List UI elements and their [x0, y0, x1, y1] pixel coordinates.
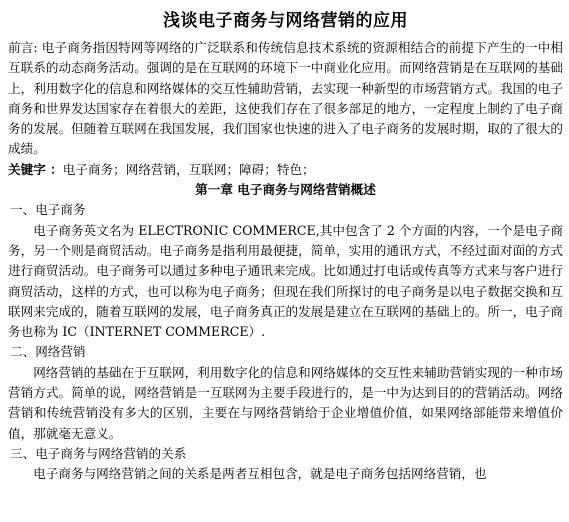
document-title: 浅谈电子商务与网络营销的应用 — [163, 11, 408, 31]
section-body-ecommerce: 电子商务英文名为 ELECTRONIC COMMERCE,其中包含了 2 个方面的内容，一个是电子商务，另一个则是商贸活动。电子商务是指利用最便捷，简单，实用的通讯方式，不经过面对面的方式进行商贸活动。电子商务可以通过多种电子通讯来完成。比如通过打电话或传真等方式来与客户进行商贸活动，这样的方式，也可以称为电子商务；但现在我们所探讨的电子商务是以电子数据交换和互联网来完成的，随着互联网的发展，电子商务真正的发展是建立在互联网的基础上的。所一，电子商务也称为 IC（INTERNET COMMERCE）. — [8, 222, 563, 340]
chapter-title: 第一章 电子商务与网络营销概述 — [195, 182, 376, 198]
section-body-relationship: 电子商务与网络营销之间的关系是两者互相包含，就是电子商务包括网络营销，也 — [33, 466, 487, 482]
keywords-label: 关键字 ： — [8, 161, 63, 177]
section-heading-ecommerce: 一、电子商务 — [10, 202, 86, 218]
preface-paragraph: 前言: 电子商务指因特网等网络的广泛联系和传统信息技术系统的资源相结合的前提下产生的一中相互联系的动态商务活动。强调的是在互联网的环境下一中商业化应用。而网络营销是在互联网的基础上，利用数字化的信息和网络媒体的交互性辅助营销，去实现一种新型的市场营销方式。我国的电子商务和世界发达国家存在着很大的差距，这使我们存在了很多部足的地方，一定程度上制约了电子商务的发展。但随着互联网在我国发展，我们国家也快速的进入了电子商务的发展时期，取的了很大的成绩。 — [8, 40, 563, 157]
section-heading-network-marketing: 二、网络营销 — [10, 344, 86, 360]
keywords-text: 电子商务；网络营销，互联网；障碍；特色； — [62, 161, 315, 177]
keywords-line — [8, 160, 563, 180]
section-body-network-marketing: 网络营销的基础在于互联网，利用数字化的信息和网络媒体的交互性来辅助营销实现的一种市场营销方式。简单的说，网络营销是一互联网为主要手段进行的，是一中为达到目的的营销活动。网络营销和传统营销没有多大的区别，主要在与网络营销给于企业增值价值，如果网络部能带来增值价值，那就毫无意义。 — [8, 364, 563, 441]
section-heading-relationship: 三、电子商务与网络营销的关系 — [10, 445, 187, 461]
